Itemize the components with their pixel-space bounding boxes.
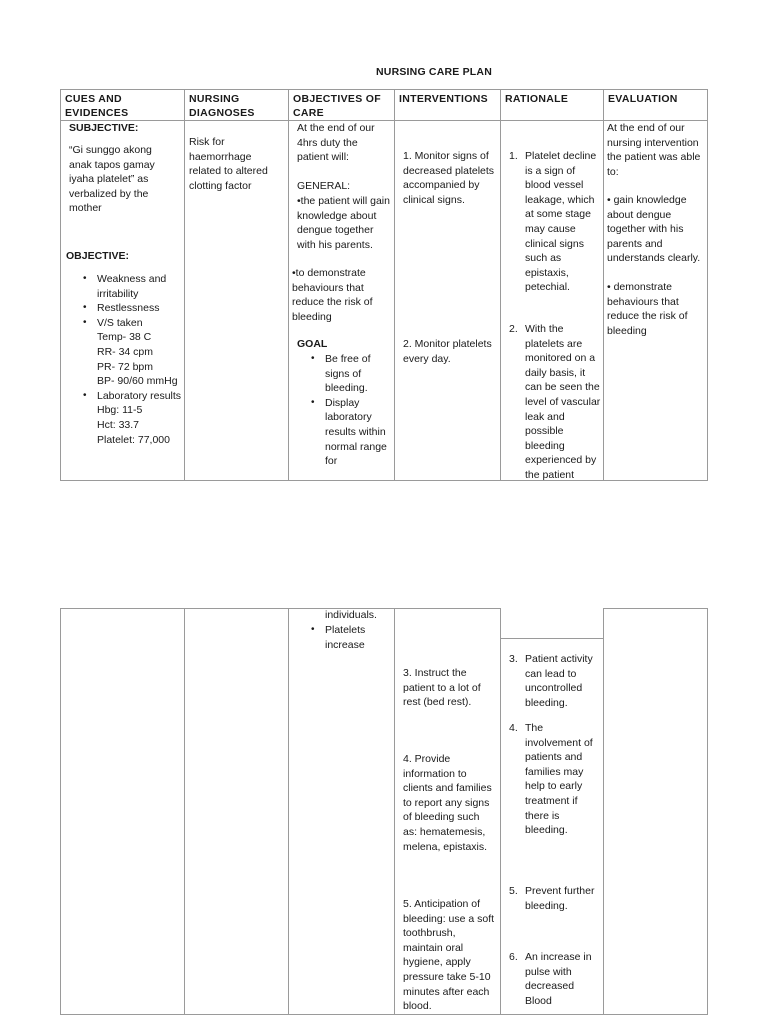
objective-cue-item [69, 301, 185, 316]
rationale-item [505, 721, 601, 838]
rationale-item [505, 322, 601, 483]
rationale-number: 5. [509, 885, 518, 897]
cue-label: • Restlessness [97, 302, 160, 315]
rationale-5 [505, 884, 601, 913]
rationale-divider [501, 638, 604, 639]
cue-value: Hct: 33.7 [97, 418, 140, 431]
rationale-text: Platelet decline is a sign of blood vessel leakage, which at some stage may cause clinical signs such as epistaxis, petechial. [525, 150, 597, 294]
header-objectives: OBJECTIVES OF CARE [289, 90, 395, 121]
rationale-number: 3. [509, 653, 518, 665]
general-objective-1: •the patient will gain knowledge about dengue together with his parents. [297, 195, 390, 251]
objective-cue-item [69, 316, 185, 389]
interventions-cell [395, 121, 501, 481]
content-row-continued [61, 609, 708, 1015]
goal-list-continued [297, 623, 395, 652]
care-plan-table [60, 89, 708, 481]
cue-label: • V/S taken [97, 316, 143, 329]
cue-label: • Weakness and irritability [97, 273, 167, 300]
rationale-4 [505, 721, 601, 838]
objective-cue-item [69, 272, 185, 301]
goal-item: • Be free of signs of bleeding. [297, 352, 395, 396]
subjective-quote: “Gi sunggo akong anak tapos gamay iyaha platelet” as verbalized by the mother [69, 144, 155, 215]
rationale-number: 2. [509, 323, 518, 335]
content-row [61, 121, 708, 481]
care-plan-table-continued [60, 608, 708, 1015]
goal-list [297, 352, 395, 469]
intervention-5: 5. Anticipation of bleeding: use a soft toothbrush, maintain oral hygiene, apply pressure take 5-10 minutes after each blood. [403, 898, 495, 1013]
rationale-text: The involvement of patients and families may help to early treatment if there is bleeding. [525, 722, 593, 837]
intervention-4: 4. Provide information to clients and families to report any signs of bleeding such as: hematemesis, melena, epistaxis. [403, 753, 492, 853]
goal-item: • Platelets increase [297, 623, 395, 652]
header-rationale: RATIONALE [501, 90, 604, 121]
rationale-text: Prevent further bleeding. [525, 885, 595, 912]
page-title: NURSING CARE PLAN [376, 66, 492, 78]
objective-list [69, 272, 185, 447]
header-interventions: INTERVENTIONS [395, 90, 501, 121]
objective-label: OBJECTIVE: [66, 250, 130, 262]
evaluation-2: • demonstrate behaviours that reduce the risk of bleeding [607, 281, 688, 337]
rationale-number: 6. [509, 951, 518, 963]
cue-value: Temp- 38 C [97, 331, 152, 344]
rationale-item [505, 652, 601, 710]
evaluation-cell [604, 121, 708, 481]
rationale-item [505, 884, 601, 913]
rationale-2 [505, 322, 601, 483]
cue-value: Hbg: 11-5 [97, 404, 143, 417]
header-row [61, 90, 708, 121]
rationale-number: 4. [509, 722, 518, 734]
objectives-intro: At the end of our 4hrs duty the patient will: [297, 122, 375, 164]
cue-label: • Laboratory results [97, 389, 182, 402]
rationale-1 [505, 149, 601, 295]
rationale-text: An increase in pulse with decreased Blood [525, 951, 592, 1007]
intervention-2: 2. Monitor platelets every day. [403, 338, 492, 365]
subjective-label: SUBJECTIVE: [69, 122, 139, 134]
general-objective-2: •to demonstrate behaviours that reduce the risk of bleeding [292, 267, 373, 323]
cue-value: BP- 90/60 mmHg [97, 375, 178, 388]
general-label: GENERAL: [297, 180, 351, 192]
cues-cell [61, 121, 185, 481]
rationale-number: 1. [509, 150, 518, 162]
rationale-text: Patient activity can lead to uncontrolled bleeding. [525, 653, 593, 709]
evaluation-intro: At the end of our nursing intervention the patient was able to: [607, 122, 701, 178]
intervention-3: 3. Instruct the patient to a lot of rest (bed rest). [403, 667, 481, 709]
rationale-item [505, 149, 601, 295]
evaluation-1: • gain knowledge about dengue together with his parents and understands clearly. [607, 194, 701, 265]
cues-cell-continued [61, 609, 185, 1015]
diagnosis-cell [185, 121, 289, 481]
interventions-cell-continued [395, 609, 501, 1015]
header-cues: CUES AND EVIDENCES [61, 90, 185, 121]
header-diagnoses: NURSING DIAGNOSES [185, 90, 289, 121]
evaluation-cell-continued [604, 609, 708, 1015]
cue-value: PR- 72 bpm [97, 360, 154, 373]
goal-label: GOAL [297, 338, 328, 350]
objectives-cell [289, 121, 395, 481]
cue-value: RR- 34 cpm [97, 345, 154, 358]
rationale-6 [505, 950, 601, 1008]
diagnosis-cell-continued [185, 609, 289, 1015]
rationale-cell [501, 121, 604, 481]
rationale-3 [505, 652, 601, 710]
rationale-cell-continued [501, 609, 604, 1015]
objective-cue-item [69, 389, 185, 447]
goal-continued-text: individuals. [325, 609, 377, 621]
rationale-text: With the platelets are monitored on a daily basis, it can be seen the level of vascular leak and possible bleeding experienced by the patient [525, 323, 601, 481]
nursing-diagnosis: Risk for haemorrhage related to altered clotting factor [189, 136, 268, 192]
cue-value: Platelet: 77,000 [97, 433, 170, 446]
rationale-item [505, 950, 601, 1008]
intervention-1: 1. Monitor signs of decreased platelets accompanied by clinical signs. [403, 150, 495, 206]
header-evaluation: EVALUATION [604, 90, 708, 121]
objectives-cell-continued [289, 609, 395, 1015]
goal-item: • Display laboratory results within normal range for [297, 396, 395, 469]
